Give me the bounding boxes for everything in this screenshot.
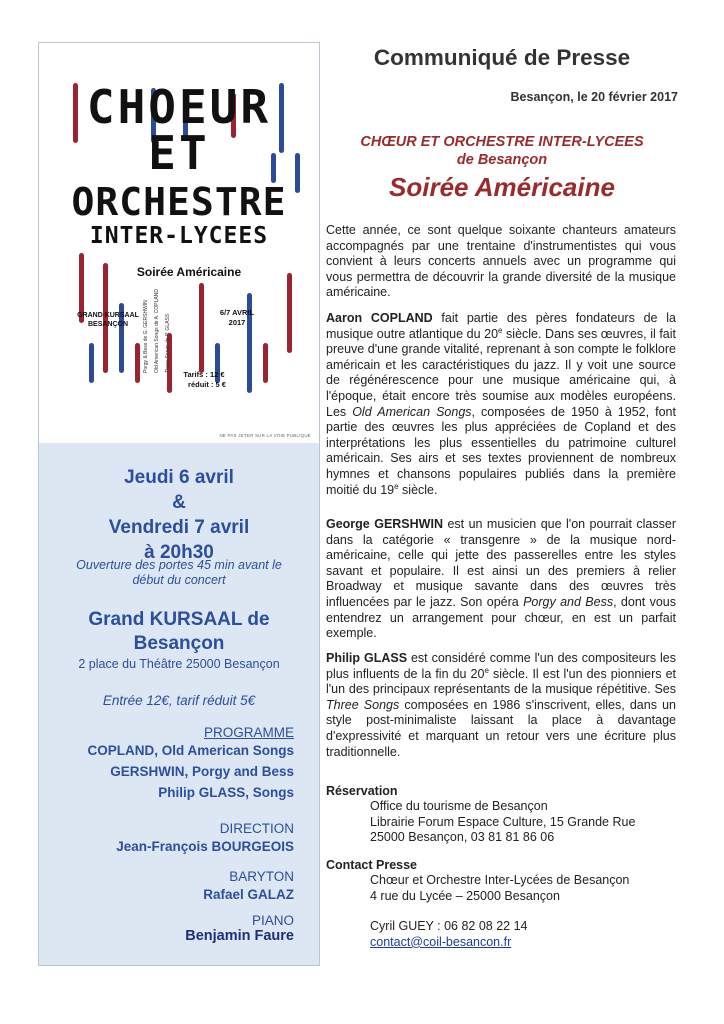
direction-section	[116, 821, 294, 857]
glass-work: Three Songs	[326, 697, 400, 712]
venue	[39, 608, 319, 656]
superscript: e	[394, 481, 399, 491]
programme-item: COPLAND, Old American Songs	[87, 743, 294, 758]
copland-paragraph	[326, 311, 676, 498]
gershwin-text-2: , dont vous entendrez un arrangement pour chœur, en est un parfait exemple.	[326, 594, 677, 641]
sidebar	[38, 42, 320, 966]
event-poster	[39, 43, 319, 443]
poster-vertical-text-1: Porgy & Bess de G. GERSHWIN	[143, 300, 149, 373]
glass-name: Philip GLASS	[326, 651, 408, 665]
baryton-heading: BARYTON	[229, 869, 294, 884]
event-title: Soirée Américaine	[389, 172, 615, 202]
poster-stripe	[135, 343, 140, 383]
date-line-2: &	[172, 492, 186, 513]
page-title: Communiqué de Presse	[373, 45, 631, 70]
copland-name: Aaron COPLAND	[326, 311, 433, 325]
direction-name: Jean-François BOURGEOIS	[116, 839, 294, 854]
direction-heading: DIRECTION	[219, 821, 294, 836]
poster-stripe	[279, 83, 284, 153]
poster-title-line4: INTER-LYCEES	[89, 223, 269, 249]
contact-details	[370, 873, 676, 950]
contact-email-link[interactable]: contact@coil-besancon.fr	[370, 934, 512, 949]
poster-stripe	[271, 153, 276, 183]
org-line-2: de Besançon	[456, 152, 548, 168]
venue-line-2: Besançon	[133, 633, 225, 654]
piano-heading: PIANO	[251, 913, 294, 928]
doors-note: Ouverture des portes 45 min avant le début du concert	[76, 558, 282, 587]
programme-item: Philip GLASS, Songs	[158, 785, 294, 800]
poster-stripe	[199, 283, 204, 373]
release-date: Besançon, le 20 février 2017	[510, 90, 678, 104]
copland-text-1: fait partie des pères fondateurs de la musique outre atlantique du 20	[326, 311, 676, 341]
date-line-4: à 20h30	[144, 542, 214, 563]
poster-stripe	[73, 83, 78, 143]
organisation-name	[326, 133, 678, 169]
contact-line-2: 4 rue du Lycée – 25000 Besançon	[370, 888, 560, 903]
programme-section	[87, 725, 294, 803]
poster-title-line2: ET	[148, 126, 210, 180]
gershwin-name: George GERSHWIN	[326, 517, 443, 531]
poster-venue-line2: BESANÇON	[87, 321, 129, 328]
glass-text-1: est considéré comme l'un des compositeurs les plus influents de la fin du 20	[326, 651, 676, 681]
reservation-line-3: 25000 Besançon, 03 81 81 86 06	[370, 830, 555, 845]
poster-stripe	[287, 273, 292, 353]
programme-item: GERSHWIN, Porgy and Bess	[110, 764, 294, 779]
reservation-details	[370, 799, 676, 846]
glass-paragraph	[326, 651, 676, 760]
copland-text-3: , composées de 1950 à 1952, font partie des œuvres les plus appréciées de Copland et des interprétations les plus essentielles du patrimoine culturel américain. Ses airs et ses textes proviennent de nombreux hymnes et chansons populaires publiés dans la première moitié du 19	[326, 404, 676, 497]
contact-phone: Cyril GUEY : 06 82 08 22 14	[370, 919, 528, 934]
poster-venue-line1: GRAND KURSAAL	[77, 312, 139, 319]
poster-note: NE PAS JETER SUR LA VOIE PUBLIQUE	[219, 433, 311, 438]
org-line-1: CHŒUR ET ORCHESTRE INTER-LYCEES	[360, 134, 644, 150]
poster-tarif-line1: Tarifs : 12 €	[183, 370, 225, 379]
contact-line-1: Chœur et Orchestre Inter-Lycées de Besançon	[370, 873, 630, 887]
piano-name: Benjamin Faure	[185, 928, 294, 944]
poster-tarif-line2: réduit : 5 €	[188, 380, 226, 389]
programme-heading: PROGRAMME	[203, 725, 294, 740]
baryton-name: Rafael GALAZ	[203, 887, 294, 902]
poster-graphic	[39, 43, 319, 443]
reservation-heading: Réservation	[326, 784, 398, 798]
piano-section	[185, 913, 294, 944]
poster-title-line1: CHOEUR	[86, 80, 272, 134]
reservation-line-1: Office du tourisme de Besançon	[370, 799, 548, 813]
event-dates	[39, 465, 319, 565]
copland-text-4: siècle.	[398, 482, 438, 497]
poster-stripe	[263, 343, 268, 383]
poster-vertical-text-3: Three Songs de P. GLASS	[165, 313, 171, 373]
copland-text-2: siècle. Dans ses œuvres, il fait preuve d'une grande vitalité, reprenant à son compte le folklore américain et les caractéristiques du jazz. Il y voit une source de régénérescence pour une musique américaine qui, à l'époque, était encore très soumise aux modèles européens. Les	[326, 326, 677, 419]
gershwin-work: Porgy and Bess	[523, 594, 614, 609]
superscript: e	[498, 325, 503, 335]
glass-text-3: composées en 1986 s'inscrivent, elles, dans un style post-minimaliste laissant la place à davantage d'expressivité et marquant un retour vers une écriture plus traditionnelle.	[326, 697, 676, 759]
date-line-1: Jeudi 6 avril	[124, 467, 234, 488]
poster-dates-line2: 2017	[228, 318, 246, 327]
date-line-3: Vendredi 7 avril	[108, 517, 250, 538]
poster-dates-line1: 6/7 AVRIL	[219, 308, 255, 317]
superscript: e	[484, 665, 489, 675]
poster-vertical-text-2: Old American Songs de A. COPLAND	[154, 289, 160, 373]
poster-event-name: Soirée Américaine	[136, 265, 242, 279]
glass-text-2: siècle. Il est l'un des pionniers et l'un des principaux représentants de la musique répétitive. Ses	[326, 666, 676, 697]
venue-line-1: Grand KURSAAL de	[88, 609, 270, 630]
poster-title-line3: ORCHESTRE	[71, 180, 287, 224]
poster-stripe	[89, 343, 94, 383]
contact-heading: Contact Presse	[326, 858, 418, 872]
copland-work: Old American Songs	[352, 404, 472, 419]
gershwin-paragraph	[326, 517, 676, 642]
venue-address: 2 place du Théâtre 25000 Besançon	[78, 657, 280, 671]
poster-stripe	[295, 153, 300, 193]
intro-paragraph: Cette année, ce sont quelque soixante chanteurs amateurs accompagnés par une trentaine d'instrumentistes qui vous convient à leurs concerts annuels avec un programme qui vous permettra de découvrir la grande diversité de la musique américaine.	[326, 223, 676, 300]
ticket-price: Entrée 12€, tarif réduit 5€	[102, 693, 256, 708]
gershwin-text-1: est un musicien que l'on pourrait classer dans la catégorie « transgenre » de la musique nord-américaine, celle qui jette des passerelles entre les styles savant et populaire. Il est ainsi un des premiers à relier Broadway et musique savante dans des œuvres très influencées par le jazz. Son opéra	[326, 517, 676, 609]
reservation-line-2: Librairie Forum Espace Culture, 15 Grande Rue	[370, 814, 636, 829]
baryton-section	[203, 869, 294, 905]
